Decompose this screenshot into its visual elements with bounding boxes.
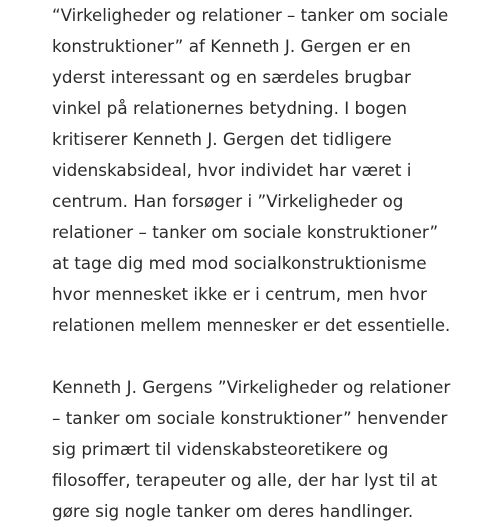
text-line: vinkel på relationernes betydning. I bogen bbox=[52, 98, 408, 118]
text-line: relationen mellem mennesker er det essentielle. bbox=[52, 316, 451, 335]
text-line: videnskabsideal, hvor individet har været i bbox=[52, 160, 412, 180]
text-line: gøre sig nogle tanker om deres handlinger. bbox=[52, 501, 414, 521]
article-body bbox=[52, 0, 452, 527]
text-line: Kenneth J. Gergens ”Virkeligheder og relationer bbox=[52, 377, 451, 397]
text-line: relationer – tanker om sociale konstruktioner” bbox=[52, 222, 439, 242]
text-line: sig primært til videnskabsteoretikere og bbox=[52, 439, 389, 459]
text-line: kritiserer Kenneth J. Gergen det tidligere bbox=[52, 129, 392, 149]
paragraph-spacer bbox=[52, 341, 452, 372]
text-line: filosoffer, terapeuter og alle, der har lyst til at bbox=[52, 470, 438, 490]
paragraph-1 bbox=[52, 0, 452, 341]
text-line: at tage dig med mod socialkonstruktionisme bbox=[52, 253, 427, 273]
text-line: – tanker om sociale konstruktioner” henvender bbox=[52, 408, 448, 428]
text-line: “Virkeligheder og relationer – tanker om sociale bbox=[52, 6, 449, 25]
paragraph-2 bbox=[52, 372, 452, 527]
text-line: centrum. Han forsøger i ”Virkeligheder og bbox=[52, 191, 404, 211]
text-line: yderst interessant og en særdeles brugbar bbox=[52, 67, 411, 87]
text-line: hvor mennesket ikke er i centrum, men hvor bbox=[52, 284, 427, 304]
text-line: konstruktioner” af Kenneth J. Gergen er en bbox=[52, 36, 411, 56]
